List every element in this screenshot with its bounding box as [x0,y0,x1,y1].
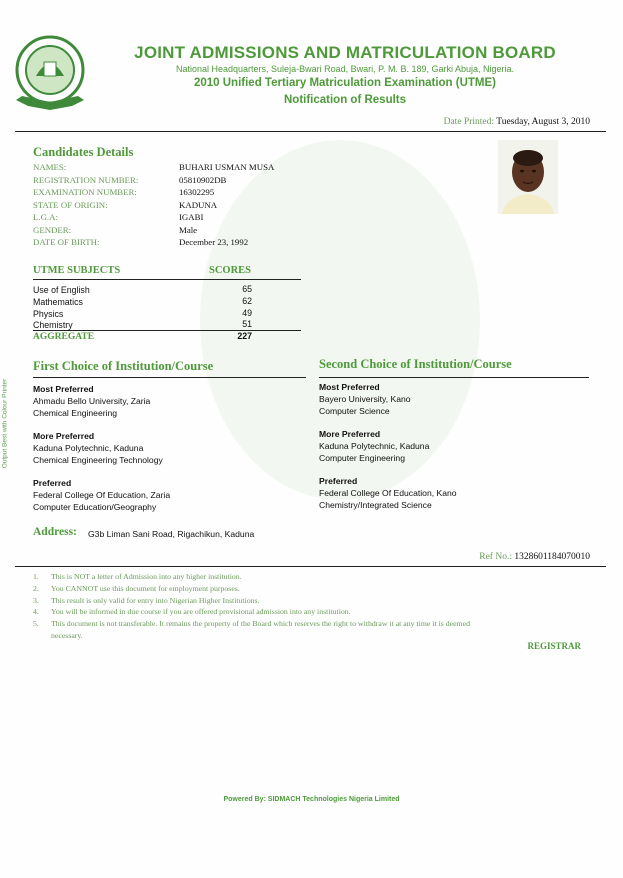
date-printed-label: Date Printed: [443,117,494,127]
candidate-label: GENDER: [33,225,72,235]
candidate-label: EXAMINATION NUMBER: [33,187,137,197]
board-address: National Headquarters, Suleja-Bwari Road, Bwari, P. M. B. 189, Garki Abuja, Nigeria. [176,64,514,74]
subject-score: 51 [242,319,252,329]
candidate-value: IGABI [179,212,204,222]
note-item: 3. This result is only valid for entry into Nigerian Higher Institutions. [33,596,260,605]
subject-score: 62 [242,296,252,306]
ref-number [479,552,590,562]
notification-title: Notification of Results [283,94,407,106]
address-label: Address: [33,526,77,538]
footer-powered-by: Powered By: SIDMACH Technologies Nigeria Limited [223,796,400,803]
subject-score: 65 [242,284,252,294]
ref-number-label: Ref No.: [479,552,512,562]
first-choice-course: Chemical Engineering Technology [33,455,163,465]
candidate-value: KADUNA [179,200,218,210]
results-header-rule [33,279,301,280]
registrar-label: REGISTRAR [527,641,581,651]
header-divider [15,131,606,132]
note-item: 5. This document is not transferable. It remains the property of the Board which reserves the right to withdraw it at any time it is deemed [33,619,470,628]
utme-subjects-header: UTME SUBJECTS [33,265,121,276]
first-choice-title: First Choice of Institution/Course [33,359,214,373]
subject-name: Chemistry [33,320,73,330]
candidate-value: BUHARI USMAN MUSA [179,162,275,172]
note-item: 4. You will be informed in due course if you are offered provisional admission into any institution. [33,607,351,616]
note-item: necessary. [51,631,83,640]
first-choice-rule [33,377,306,378]
board-title: JOINT ADMISSIONS AND MATRICULATION BOARD [134,43,556,62]
colour-printer-note: Output Best with Colour Printer [1,378,9,469]
note-item: 1. This is NOT a letter of Admission into any higher institution. [33,572,242,581]
date-printed [444,117,590,127]
candidate-value: 05810902DB [179,175,227,185]
second-choice-institution: Kaduna Polytechnic, Kaduna [319,441,430,451]
exam-title: 2010 Unified Tertiary Matriculation Examination (UTME) [193,77,497,89]
second-choice-level: Preferred [319,476,358,486]
candidate-photo [498,140,558,214]
candidate-photo-image [498,140,558,214]
candidate-value: December 23, 1992 [179,237,249,247]
second-choice-course: Computer Engineering [319,453,405,463]
jamb-seal-logo [8,32,92,114]
candidate-value: Male [179,225,198,235]
first-choice-level: More Preferred [33,431,95,441]
aggregate-value: 227 [237,331,252,341]
results-footer-rule [33,330,301,331]
first-choice-institution: Kaduna Polytechnic, Kaduna [33,443,144,453]
subject-name: Use of English [33,285,90,295]
first-choice-course: Chemical Engineering [33,408,118,418]
candidate-label: NAMES: [33,162,67,172]
first-choice-level: Preferred [33,478,72,488]
notes-divider [15,566,606,567]
second-choice-title: Second Choice of Institution/Course [319,357,512,371]
first-choice-institution: Ahmadu Bello University, Zaria [33,396,151,406]
candidate-value: 16302295 [179,187,215,197]
second-choice-institution: Bayero University, Kano [319,394,411,404]
first-choice-institution: Federal College Of Education, Zaria [33,490,171,500]
candidate-label: DATE OF BIRTH: [33,237,100,247]
scores-header: SCORES [209,265,252,276]
note-item: 2. You CANNOT use this document for employment purposes. [33,584,240,593]
ref-number-value: 1328601184070010 [514,552,590,562]
subject-name: Physics [33,309,64,319]
date-printed-value: Tuesday, August 3, 2010 [496,117,590,127]
candidates-details-title: Candidates Details [33,145,134,159]
second-choice-rule [319,377,589,378]
second-choice-course: Chemistry/Integrated Science [319,500,432,510]
candidate-label: STATE OF ORIGIN: [33,200,108,210]
subject-name: Mathematics [33,297,83,307]
subject-score: 49 [242,308,252,318]
second-choice-institution: Federal College Of Education, Kano [319,488,457,498]
aggregate-label: AGGREGATE [33,332,95,342]
first-choice-course: Computer Education/Geography [33,502,157,512]
first-choice-level: Most Preferred [33,384,94,394]
candidate-label: REGISTRATION NUMBER: [33,175,139,185]
second-choice-level: Most Preferred [319,382,380,392]
second-choice-course: Computer Science [319,406,390,416]
second-choice-level: More Preferred [319,429,381,439]
address-value: G3b Liman Sani Road, Rigachikun, Kaduna [88,529,255,539]
candidate-label: L.G.A: [33,212,58,222]
